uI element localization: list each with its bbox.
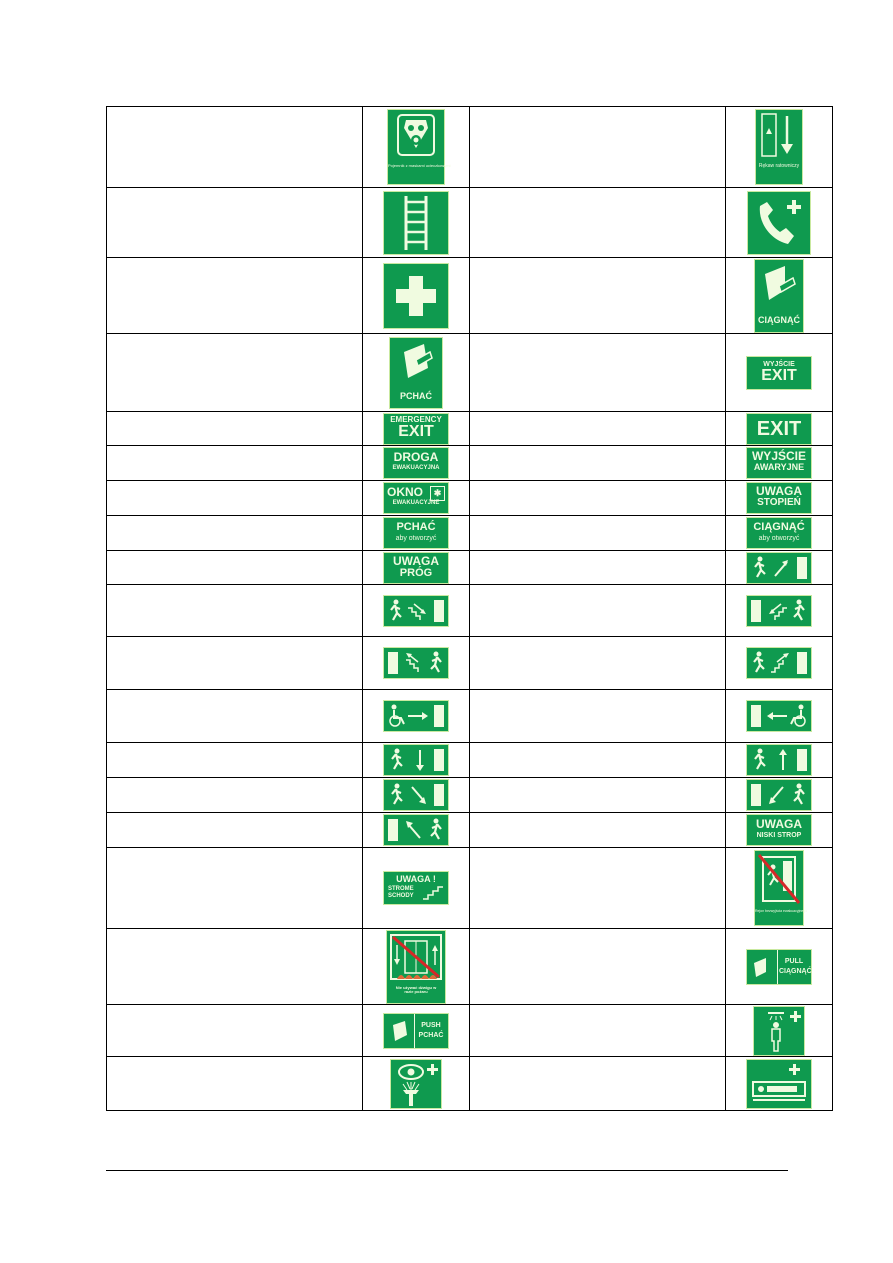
sign-text: PULL xyxy=(784,957,804,965)
sign-cell xyxy=(726,258,833,334)
running-man-arrow-icon xyxy=(747,780,811,810)
sign-cell xyxy=(363,188,470,258)
sign-cell xyxy=(726,481,833,516)
cord-caption: Rękaw ratowniczy xyxy=(758,163,800,169)
sign-cell xyxy=(726,637,833,690)
table-row xyxy=(107,743,833,778)
exit-stairs-up-right-sign xyxy=(747,648,811,678)
sign-cell xyxy=(726,778,833,813)
sign-text: PRÓG xyxy=(399,566,433,579)
description-cell xyxy=(470,258,726,334)
sign-text: OKNO xyxy=(387,485,423,499)
exit-sign-pl-en xyxy=(747,357,811,389)
sign-text: aby otworzyć xyxy=(395,535,437,542)
sign-text: WYJŚCIE xyxy=(751,449,806,463)
sign-cell xyxy=(726,516,833,551)
sign-cell xyxy=(726,412,833,446)
emergency-exit-sign xyxy=(384,414,448,444)
description-cell xyxy=(107,481,363,516)
description-cell xyxy=(107,412,363,446)
sign-text: EXIT xyxy=(756,417,802,440)
sign-text: EWAKUACYJNA xyxy=(392,465,440,471)
sign-cell xyxy=(726,1005,833,1057)
sign-text: CIĄGNĄĆ xyxy=(779,967,812,975)
sign-cell xyxy=(363,929,470,1005)
sign-cell xyxy=(363,690,470,743)
sign-text: AWARYJNE xyxy=(753,462,805,472)
pull-bilingual-sign xyxy=(747,950,811,984)
exit-down-sign xyxy=(384,745,448,775)
description-cell xyxy=(107,743,363,778)
sign-cell xyxy=(726,107,833,188)
evacuation-route-sign xyxy=(384,448,448,478)
respirator-sign xyxy=(388,110,451,184)
sign-cell xyxy=(363,1057,470,1111)
exit-stairs-up-left-sign xyxy=(384,648,448,678)
exit-up-left-sign xyxy=(384,815,448,845)
description-cell xyxy=(107,637,363,690)
description-cell xyxy=(470,446,726,481)
pull-door-sign xyxy=(755,260,803,332)
push-door-icon xyxy=(390,338,442,388)
sign-text: EXIT xyxy=(398,422,434,440)
description-cell xyxy=(470,188,726,258)
sign-cell xyxy=(363,481,470,516)
footer-rule xyxy=(106,1170,788,1171)
exit-down-right-sign xyxy=(384,780,448,810)
sign-cell xyxy=(363,848,470,929)
steep-stairs-sign xyxy=(384,872,448,904)
stretcher-sign xyxy=(747,1060,811,1108)
table-row xyxy=(107,813,833,848)
exit-down-left-sign xyxy=(747,780,811,810)
sign-cell xyxy=(726,585,833,637)
table-row xyxy=(107,1057,833,1111)
sign-cell xyxy=(363,637,470,690)
running-man-arrow-icon xyxy=(384,815,448,845)
emergency-phone-icon xyxy=(748,192,810,254)
table-row xyxy=(107,637,833,690)
sign-text: STROME xyxy=(388,886,414,892)
break-glass-icon: ✱ xyxy=(430,486,445,501)
wheelchair-icon xyxy=(384,701,448,731)
description-cell xyxy=(470,516,726,551)
description-cell xyxy=(470,481,726,516)
description-cell xyxy=(470,637,726,690)
stairs-up-arrow-icon xyxy=(747,648,811,678)
sign-cell xyxy=(363,446,470,481)
push-door-sign xyxy=(390,338,442,408)
eye-wash-sign xyxy=(391,1060,441,1108)
sign-text: CIĄGNĄĆ xyxy=(753,521,805,533)
shower-icon xyxy=(754,1007,804,1055)
sign-cell xyxy=(363,551,470,585)
safety-shower-sign xyxy=(754,1007,804,1055)
exit-stairs-down-right-sign xyxy=(384,596,448,626)
description-cell xyxy=(470,412,726,446)
no-lift-in-fire-sign xyxy=(387,931,445,1003)
table-row xyxy=(107,516,833,551)
table-row xyxy=(107,690,833,743)
description-cell xyxy=(107,107,363,188)
sign-text: WYJŚCIE xyxy=(763,360,795,368)
running-man-arrow-icon xyxy=(747,745,811,775)
description-cell xyxy=(470,813,726,848)
description-cell xyxy=(470,743,726,778)
lift-caption: Nie używać dźwigu w razie pożaru xyxy=(395,984,437,994)
sign-cell xyxy=(363,1005,470,1057)
ladder-icon xyxy=(384,192,448,254)
description-cell xyxy=(107,690,363,743)
description-cell xyxy=(470,334,726,412)
description-cell xyxy=(470,778,726,813)
first-aid-sign xyxy=(384,264,448,328)
description-cell xyxy=(107,585,363,637)
fire-hose-icon xyxy=(756,110,802,160)
description-cell xyxy=(107,334,363,412)
ladder-sign xyxy=(384,192,448,254)
push-to-open-sign xyxy=(384,518,448,548)
no-route-caption: Rejon bezwyjścia ewakuacyjnego xyxy=(755,909,808,913)
lift-fire-icon xyxy=(387,931,445,983)
emergency-exit-pl-sign xyxy=(747,448,811,478)
evacuation-window-sign xyxy=(384,483,448,513)
description-cell xyxy=(107,929,363,1005)
divider xyxy=(414,1014,415,1048)
sign-cell xyxy=(726,551,833,585)
sign-text: EMERGENCY xyxy=(390,414,442,424)
low-ceiling-sign xyxy=(747,815,811,845)
description-cell xyxy=(107,1005,363,1057)
table-row xyxy=(107,334,833,412)
description-cell xyxy=(107,516,363,551)
stairs-icon xyxy=(422,886,444,900)
sign-text: PCHAĆ xyxy=(418,1031,444,1039)
running-man-arrow-icon xyxy=(384,745,448,775)
wheelchair-icon xyxy=(747,701,811,731)
table-row xyxy=(107,1005,833,1057)
description-cell xyxy=(107,813,363,848)
sign-cell xyxy=(363,813,470,848)
description-cell xyxy=(470,1057,726,1111)
exit-up-right-sign xyxy=(747,553,811,583)
sign-text: NISKI STROP xyxy=(756,832,802,839)
fire-hose-sign xyxy=(756,110,802,184)
respirator-caption: Pojemnik z maskami ucieczkowymi xyxy=(388,163,451,168)
sign-cell xyxy=(726,446,833,481)
no-exit-icon xyxy=(755,851,803,907)
no-exit-sign xyxy=(755,851,808,925)
table-row xyxy=(107,258,833,334)
safety-signs-table xyxy=(106,106,833,1111)
sign-text: SCHODY xyxy=(388,893,414,899)
table-row xyxy=(107,412,833,446)
description-cell xyxy=(107,188,363,258)
sign-cell xyxy=(726,334,833,412)
sign-cell xyxy=(363,334,470,412)
table-row xyxy=(107,929,833,1005)
description-cell xyxy=(470,1005,726,1057)
table-row xyxy=(107,107,833,188)
sign-cell xyxy=(363,743,470,778)
sign-text: EXIT xyxy=(761,366,797,384)
sign-text: STOPIEŃ xyxy=(757,497,801,508)
pull-to-open-sign xyxy=(747,518,811,548)
pull-label: CIĄGNĄĆ xyxy=(758,314,800,325)
eye-wash-icon xyxy=(391,1060,441,1108)
sign-cell xyxy=(363,258,470,334)
push-door-icon xyxy=(387,1019,411,1043)
pull-door-icon xyxy=(750,955,774,979)
exit-up-sign xyxy=(747,745,811,775)
push-label: PCHAĆ xyxy=(399,390,432,401)
sign-cell xyxy=(726,848,833,929)
sign-cell xyxy=(363,412,470,446)
pull-door-icon xyxy=(755,260,803,312)
sign-text: UWAGA xyxy=(756,484,802,498)
stretcher-icon xyxy=(747,1060,811,1108)
push-bilingual-sign xyxy=(384,1014,448,1048)
table-row xyxy=(107,188,833,258)
sign-text: aby otworzyć xyxy=(758,535,800,542)
table-row xyxy=(107,778,833,813)
sign-cell xyxy=(726,1057,833,1111)
exit-stairs-down-left-sign xyxy=(747,596,811,626)
description-cell xyxy=(107,1057,363,1111)
respirator-icon xyxy=(388,110,444,160)
wheelchair-exit-right-sign xyxy=(384,701,448,731)
table-row xyxy=(107,848,833,929)
sign-cell xyxy=(726,188,833,258)
caution-threshold-sign xyxy=(384,553,448,583)
stairs-up-arrow-icon xyxy=(384,648,448,678)
stairs-down-arrow-icon xyxy=(747,596,811,626)
exit-sign xyxy=(747,414,811,444)
running-man-arrow-icon xyxy=(747,553,811,583)
description-cell xyxy=(107,258,363,334)
description-cell xyxy=(470,929,726,1005)
sign-cell xyxy=(726,813,833,848)
description-cell xyxy=(107,848,363,929)
divider xyxy=(777,950,778,984)
description-cell xyxy=(107,446,363,481)
first-aid-icon xyxy=(384,264,448,328)
sign-cell xyxy=(363,516,470,551)
table-row xyxy=(107,481,833,516)
description-cell xyxy=(470,585,726,637)
running-man-arrow-icon xyxy=(384,780,448,810)
sign-cell xyxy=(726,929,833,1005)
sign-text: EWAKUACYJNE xyxy=(392,500,440,506)
wheelchair-exit-left-sign xyxy=(747,701,811,731)
table-row xyxy=(107,551,833,585)
caution-step-sign xyxy=(747,483,811,513)
sign-cell xyxy=(363,107,470,188)
sign-text: UWAGA xyxy=(756,817,802,831)
sign-text: PCHAĆ xyxy=(396,521,436,533)
sign-text: PUSH xyxy=(421,1021,441,1029)
description-cell xyxy=(470,848,726,929)
sign-text: UWAGA xyxy=(393,553,439,568)
sign-cell xyxy=(726,743,833,778)
description-cell xyxy=(107,778,363,813)
table-row xyxy=(107,585,833,637)
sign-text: UWAGA ! xyxy=(396,874,436,884)
sign-cell xyxy=(363,778,470,813)
sign-text: DROGA xyxy=(393,450,439,464)
sign-cell xyxy=(726,690,833,743)
stairs-down-arrow-icon xyxy=(384,596,448,626)
description-cell xyxy=(470,551,726,585)
description-cell xyxy=(107,551,363,585)
table-row xyxy=(107,446,833,481)
emergency-phone-sign xyxy=(748,192,810,254)
description-cell xyxy=(470,107,726,188)
description-cell xyxy=(470,690,726,743)
sign-cell xyxy=(363,585,470,637)
